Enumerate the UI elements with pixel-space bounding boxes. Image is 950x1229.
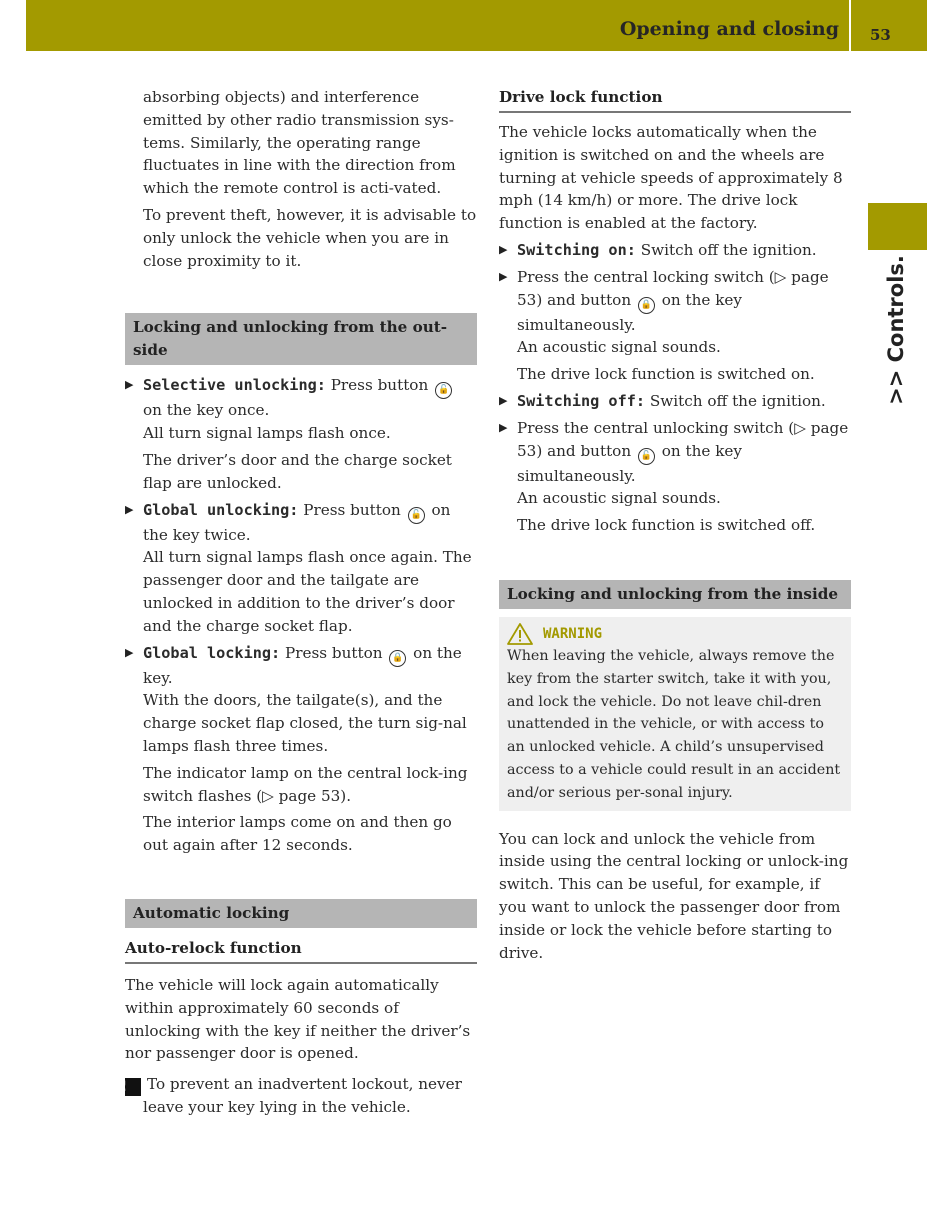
result-text: With the doors, the tailgate(s), and the charge socket flap closed, the turn sig-nal lamps flash three times.: [143, 691, 467, 755]
bullet-text: on the key.: [143, 643, 462, 687]
result-text: An acoustic signal sounds.: [517, 338, 721, 357]
result-text: An acoustic signal sounds.: [517, 489, 721, 508]
bullet-press-locking-switch: [499, 266, 851, 386]
warning-header: [507, 623, 843, 645]
section-heading-outside: Locking and unlocking from the out-side: [125, 313, 477, 365]
intro-paragraph: To prevent theft, however, it is advisable to only unlock the vehicle when you are in close proximity to it.: [143, 205, 477, 270]
bullet-text: on the key simultaneously.: [517, 441, 742, 485]
bullet-text: on the key simultaneously.: [517, 290, 742, 334]
page-number: 53: [870, 26, 891, 44]
warning-label: WARNING: [543, 625, 603, 642]
bullet-label: Global locking:: [143, 643, 281, 662]
left-column: [120, 86, 477, 1119]
bullet-global-locking: [125, 642, 477, 857]
unlock-button-icon: 🔓: [638, 448, 655, 465]
result-text: The drive lock function is switched on.: [517, 365, 815, 384]
page-header: [26, 0, 927, 51]
body-paragraph: You can lock and unlock the vehicle from inside using the central locking or unlock-ing switch. This can be useful, for example, if you want to unlock the passenger door from inside or lock the vehicle before starting to drive.: [499, 829, 849, 962]
body-paragraph: The vehicle locks automatically when the ignition is switched on and the wheels are turning at vehicle speeds of approximately 8 mph (14 km/h) or more. The drive lock function is enabled at the factory.: [499, 123, 843, 233]
warning-box: [499, 617, 851, 811]
bullet-press-unlocking-switch: [499, 417, 851, 537]
right-column: [499, 86, 851, 964]
exclamation-icon: !: [125, 1078, 141, 1096]
unlock-button-icon: 🔓: [435, 382, 452, 399]
bullet-label: Global unlocking:: [143, 500, 299, 519]
bullet-label: Selective unlocking:: [143, 376, 326, 395]
body-paragraph: The vehicle will lock again automatically within approximately 60 seconds of unlocking with the key if neither the driver’s nor passenger door is opened.: [125, 975, 471, 1063]
result-text: The driver’s door and the charge socket flap are unlocked.: [143, 450, 452, 492]
warning-text: When leaving the vehicle, always remove the key from the starter switch, take it with you, and lock the vehicle. Do not leave chil-dren unattended in the vehicle, or with access to an unlocked vehicle. A child’s unsupervised access to a vehicle could result in an accident and/or serious per-sonal injury.: [507, 647, 841, 801]
header-divider: [849, 0, 851, 51]
bullet-text: Switch off the ignition.: [645, 391, 826, 410]
result-text: The drive lock function is switched off.: [517, 516, 816, 535]
result-text: All turn signal lamps flash once.: [143, 424, 391, 443]
subheading-drive-lock: Drive lock function: [499, 86, 851, 113]
bullet-text: Press the central locking switch (▷ page 53) and button: [517, 267, 829, 309]
bullet-selective-unlocking: [125, 374, 477, 494]
section-heading-automatic-locking: Automatic locking: [125, 899, 477, 928]
side-section-label: >> Controls.: [884, 255, 908, 405]
bullet-text: Press button: [298, 500, 406, 519]
bullet-text: Press button: [280, 643, 388, 662]
bullet-label: Switching on:: [517, 240, 636, 259]
bullet-global-unlocking: [125, 499, 477, 638]
bullet-text: Press button: [325, 376, 434, 395]
bullet-text: Switch off the ignition.: [635, 240, 817, 259]
result-text: All turn signal lamps flash once again. The passenger door and the tailgate are unlocked in addition to the driver’s door and the charge socket flap.: [143, 548, 472, 635]
note-text: To prevent an inadvertent lockout, never leave your key lying in the vehicle.: [143, 1075, 462, 1117]
side-tab-marker: [868, 203, 927, 250]
result-text: The interior lamps come on and then go out again after 12 seconds.: [143, 813, 452, 855]
unlock-button-icon: 🔓: [408, 507, 425, 524]
subheading-auto-relock: Auto-relock function: [125, 937, 477, 964]
lock-button-icon: 🔒: [389, 650, 406, 667]
result-text: The indicator lamp on the central lock-ing switch flashes (▷ page 53).: [143, 763, 468, 805]
bullet-text: on the key once.: [143, 401, 270, 420]
note-paragraph: [120, 1073, 477, 1119]
bullet-switching-off: [499, 390, 851, 413]
lock-button-icon: 🔒: [638, 297, 655, 314]
page-title: Opening and closing: [619, 18, 839, 40]
bullet-label: Switching off:: [517, 391, 646, 410]
bullet-text: on the key twice.: [143, 500, 451, 544]
bullet-switching-on: [499, 239, 851, 262]
warning-triangle-icon: [507, 623, 533, 645]
section-heading-inside: Locking and unlocking from the inside: [499, 580, 851, 609]
intro-paragraph: absorbing objects) and interference emitted by other radio transmission sys-tems. Similarly, the operating range fluctuates in line with the direction from which the remote control is acti-vated.: [143, 88, 456, 198]
bullet-text: Press the central unlocking switch (▷ page 53) and button: [517, 418, 849, 460]
